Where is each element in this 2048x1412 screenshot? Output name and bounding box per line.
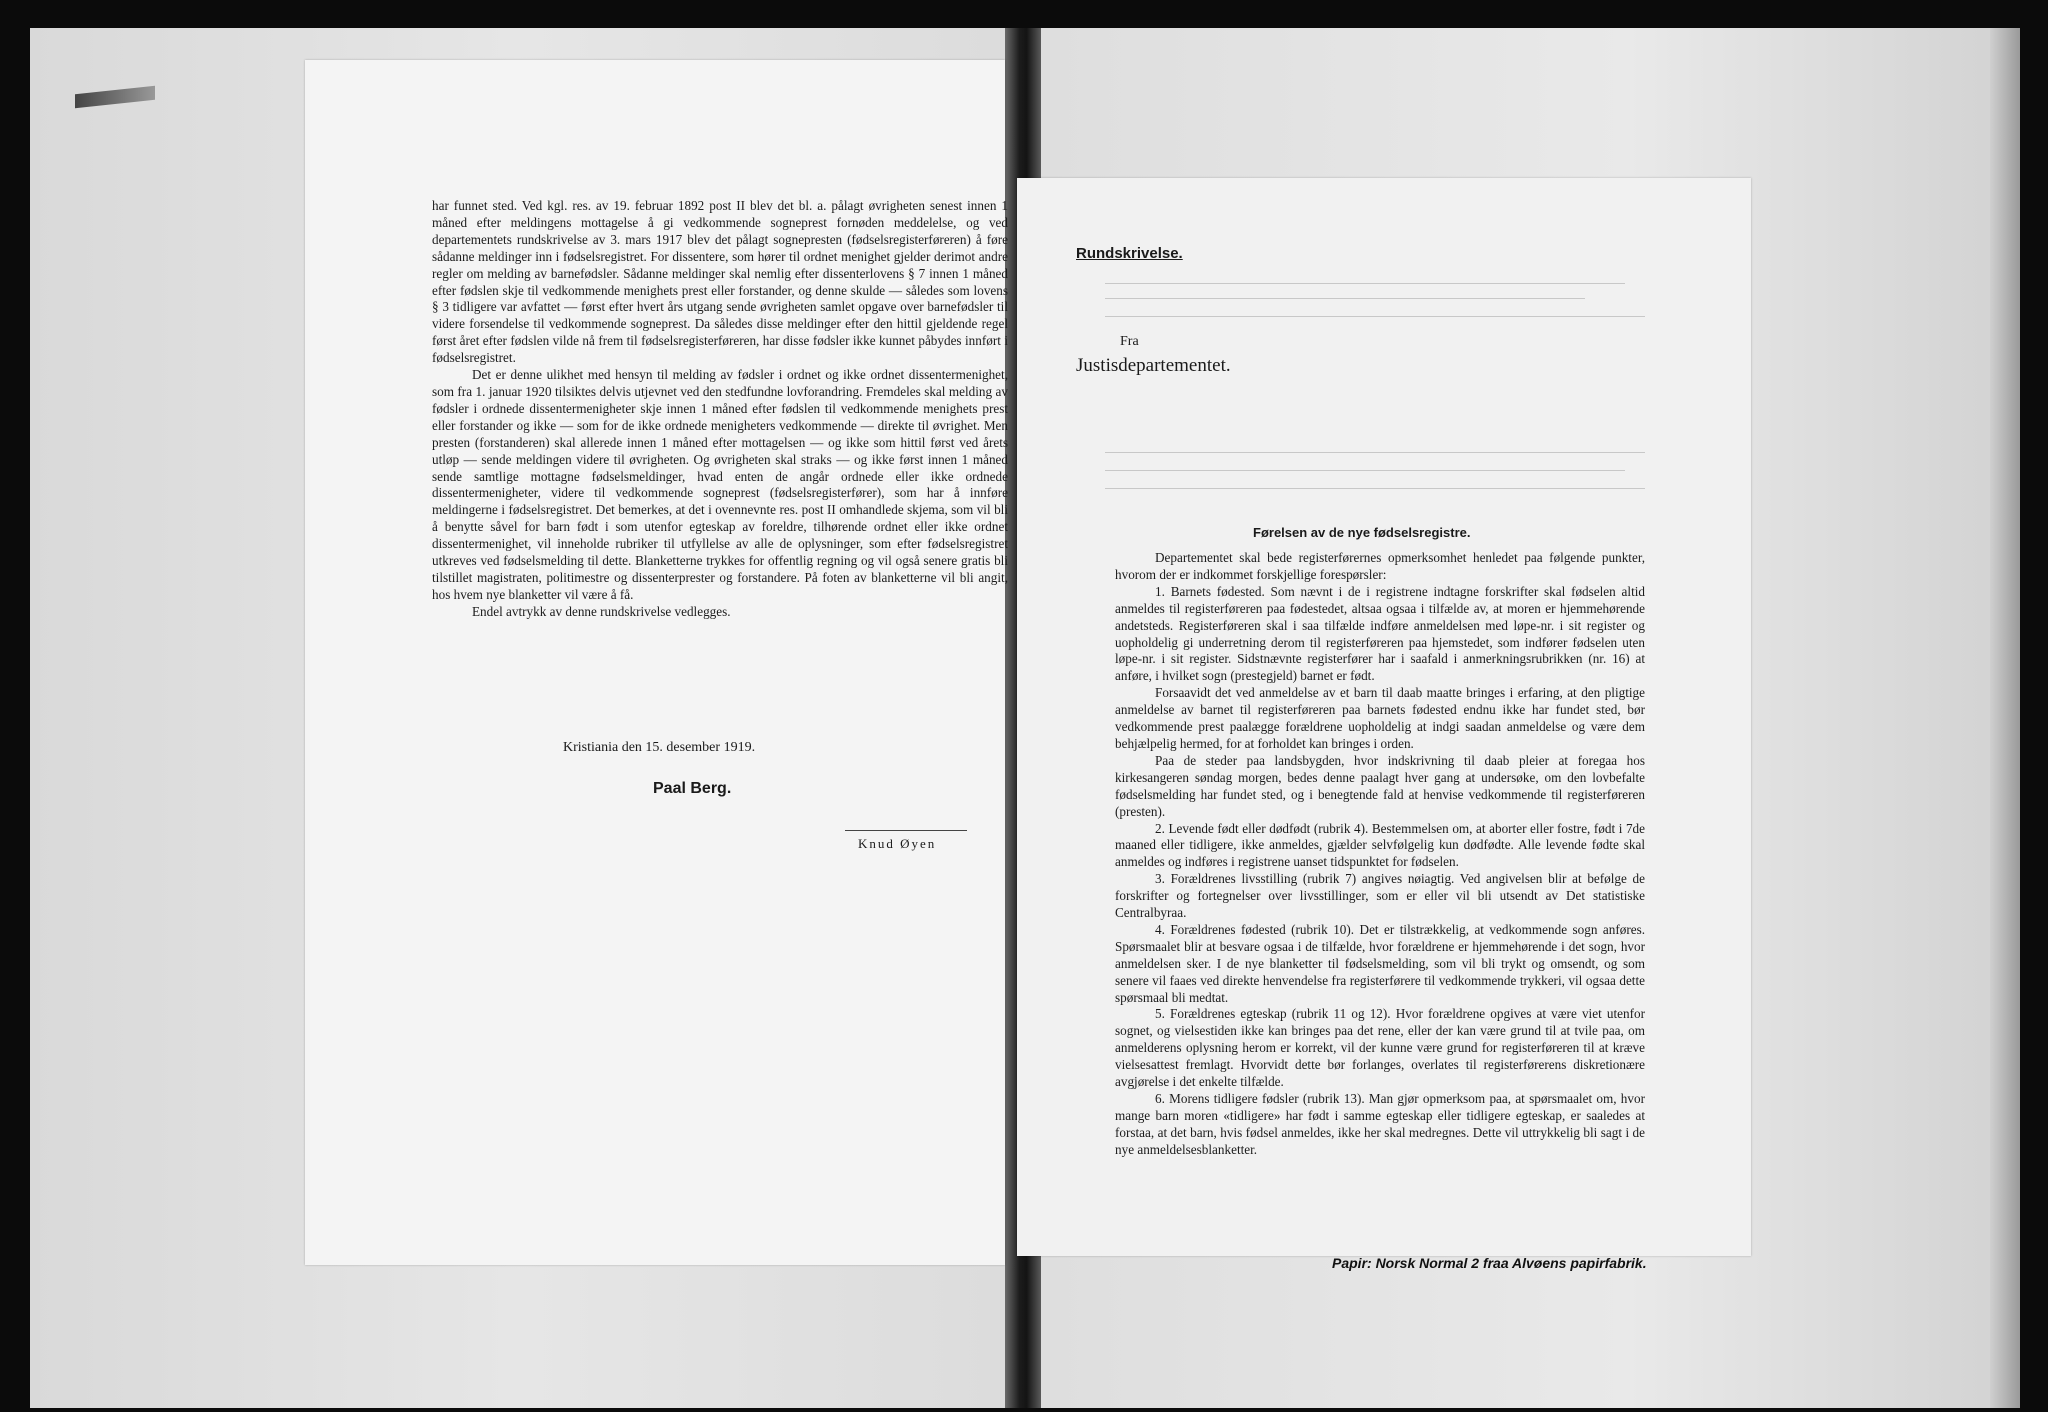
countersignature: Knud Øyen bbox=[858, 836, 937, 851]
bleed-through-line bbox=[1105, 316, 1645, 317]
department-name: Justisdepartementet. bbox=[1076, 355, 1231, 376]
signature-name: Paal Berg. bbox=[653, 780, 732, 797]
right-paragraph-6: 3. Forældrenes livsstilling (rubrik 7) angives nøiagtig. Ved angivelsen blir at befølge de forskrifter og fortegnelser over livsstillinger, som er eller vil bli utsendt av Det statistiske Centralbyraa. bbox=[1115, 871, 1645, 921]
page-edge bbox=[1990, 28, 2020, 1408]
place-date: Kristiania den 15. desember 1919. bbox=[563, 740, 756, 755]
bleed-through-line bbox=[1105, 452, 1645, 453]
right-body-text bbox=[1115, 550, 1645, 1159]
left-body-text bbox=[432, 198, 1008, 621]
section-title: Førelsen av de nye fødselsregistre. bbox=[1253, 525, 1471, 540]
right-paragraph-9: 6. Morens tidligere fødsler (rubrik 13). Man gjør opmerksom paa, at spørsmaalet om, hvor mange barn moren «tidligere» har født i samme egteskap eller tidligere egteskap, er saaledes at forstaa, at det barn, hvis fødsel anmeldes, ikke her skal medregnes. Dette vil uttrykkelig bli sagt i de nye anmeldelsesblanketter. bbox=[1115, 1091, 1645, 1157]
right-paragraph-4: Paa de steder paa landsbygden, hvor indskrivning til daab pleier at foregaa hos kirkesangeren søndag morgen, bedes denne paalagt hver gang at undersøke, om den lovbefalte fødselsmelding har fundet sted, og i benegtende fald at henvise vedkommende til registerføreren (presten). bbox=[1115, 752, 1645, 819]
right-paragraph-2: 1. Barnets fødested. Som nævnt i de i registrene indtagne forskrifter skal fødselen altid anmeldes til registerføreren paa fødestedet, altsaa ogsaa i tilfælde av, at moren er hjemmehørende andetsteds. Registerføreren skal i saa tilfælde indføre anmeldelsen med løpe-nr. i sit register og uopholdelig gi underretning derom til registerføreren paa hjemstedet, som indfører fødselen uten løpe-nr. i sit register. Sidstnævnte registerfører har i saafald i anmerkningsrubrikken (nr. 16) at anføre, i hvilket sogn (prestegjeld) barnet er født. bbox=[1115, 583, 1645, 684]
left-paragraph-2: Det er denne ulikhet med hensyn til melding av fødsler i ordnet og ikke ordnet dissentermenighet, som fra 1. januar 1920 tilsiktes delvis utjevnet ved den stedfundne lovforandring. Fremdeles skal melding av fødsler i ordnede dissentermenigheter skje innen 1 måned efter fødslen til vedkommende menighets prest eller forstander og ikke — som for de ikke ordnede menigheters vedkommende — direkte til øvrighet. Men presten (forstanderen) skal allerede innen 1 måned efter mottagelsen — og ikke som hittil først ved årets utløp — sende meldingen videre til øvrigheten. Og øvrigheten skal straks — og ikke først innen 1 måned sende samtlige mottagne fødselsmeldinger, hvad enten de angår ordnede eller ikke ordnede dissentermenigheter, videre til vedkommende sogneprest (fødselsregisterfører), som har å innføre meldingerne i fødselsregistret. Det bemerkes, at det i ovennevnte res. post II omhandlede skjema, som vil bli å benytte såvel for barn født i som utenfor egteskap av foreldre, tilhørende ordnet eller ikke ordnet dissentermenighet, vil inneholde rubriker til utfyllelse av alle de oplysninger, som efter fødselsregistret utkreves ved fødselsmelding til dette. Blanketterne trykkes for offentlig regning og vil også senere gratis bli tilstillet magistraten, politimestre og dissenterprester og forstandere. På foten av blanketterne vil bli angit, hos hvem nye blanketter vil være å få. bbox=[432, 367, 1008, 602]
right-paragraph-8: 5. Forældrenes egteskap (rubrik 11 og 12). Hvor forældrene opgives at være viet utenfor sognet, og vielsestiden ikke kan bringes paa det rene, eller der kan være grund til at tvile paa, om anmelderens oplysning herom er korrekt, vil der kunne være grund for registerføreren til at kræve vielsesattest fremlagt. Hvorvidt dette bør forlanges, overlates til registerførerens diskretionære avgjørelse i det enkelte tilfælde. bbox=[1115, 1006, 1645, 1090]
bleed-through-line bbox=[1105, 488, 1645, 489]
right-paragraph-7: 4. Forældrenes fødested (rubrik 10). Det er tilstrækkelig, at vedkommende sogn anføres. Spørsmaalet blir at besvare ogsaa i de tilfælde, hvor forældrene er hjemmehørende i det sogn, hvor anmeldelsen sker. I de nye blanketter til fødselsmelding, som vil bli trykt og omsendt, og som senere vil faaes ved direkte henvendelse fra registerførere til vedkommende trykkeri, vil ogsaa dette spørsmaal bli medtat. bbox=[1115, 921, 1645, 1005]
from-label: Fra bbox=[1120, 334, 1139, 349]
right-paragraph-1: Departementet skal bede registerførernes opmerksomhet henledet paa følgende punkter, hvorom der er indkommet forskjellige forespørsler: bbox=[1115, 550, 1645, 582]
left-paragraph-3: Endel avtrykk av denne rundskrivelse vedlegges. bbox=[472, 603, 731, 619]
right-paragraph-3: Forsaavidt det ved anmeldelse av et barn til daab maatte bringes i erfaring, at den pligtige anmeldelse av barnet til registerføreren paa barnets fødested endnu ikke har fundet sted, bør vedkommende prest paalægge forældrene uopholdelig at indgi saadan anmeldelse og være dem behjælpelig hermed, for at forholdet kan bringes i orden. bbox=[1115, 685, 1645, 751]
circular-heading: Rundskrivelse. bbox=[1076, 245, 1183, 262]
paper-note: Papir: Norsk Normal 2 fraa Alvøens papirfabrik. bbox=[1332, 1255, 1647, 1271]
left-paragraph-1: har funnet sted. Ved kgl. res. av 19. februar 1892 post II blev det bl. a. pålagt øvrigheten senest innen 1 måned efter meldingens mottagelse å gi vedkommende sogneprest fornøden meddelelse, og ved departementets rundskrivelse av 3. mars 1917 blev det pålagt sognepresten (fødselsregisterføreren) å føre sådanne meldinger inn i fødselsregistret. For dissentere, som hører til ordnet menighet gjelder derimot andre regler om melding av barnefødsler. Sådanne meldinger skal nemlig efter dissenterlovens § 7 innen 1 måned efter fødslen skje til vedkommende menighets prest eller forstander, og denne skulde — således som lovens § 3 tidligere var avfattet — først efter hvert års utgang sende øvrigheten samlet opgave over barnefødsler til videre forsendelse til vedkommende sogneprest. Da således disse meldinger efter den hittil gjeldende regel først året efter fødslen vilde nå frem til fødselsregisterføreren, har disse fødsler ikke kunnet påbydes innført i fødselsregistret. bbox=[432, 198, 1008, 366]
signature-line bbox=[845, 830, 967, 831]
right-paragraph-5: 2. Levende født eller dødfødt (rubrik 4). Bestemmelsen om, at aborter eller fostre, født i 7de maaned eller tidligere, ikke anmeldes, gjælder selvfølgelig kun dødfødte. Alle levende fødte skal anmeldes og indføres i registrene uanset tidspunktet for fødselen. bbox=[1115, 820, 1645, 870]
bleed-through-line bbox=[1105, 298, 1585, 299]
bleed-through-line bbox=[1105, 283, 1625, 284]
bleed-through-line bbox=[1105, 470, 1625, 471]
